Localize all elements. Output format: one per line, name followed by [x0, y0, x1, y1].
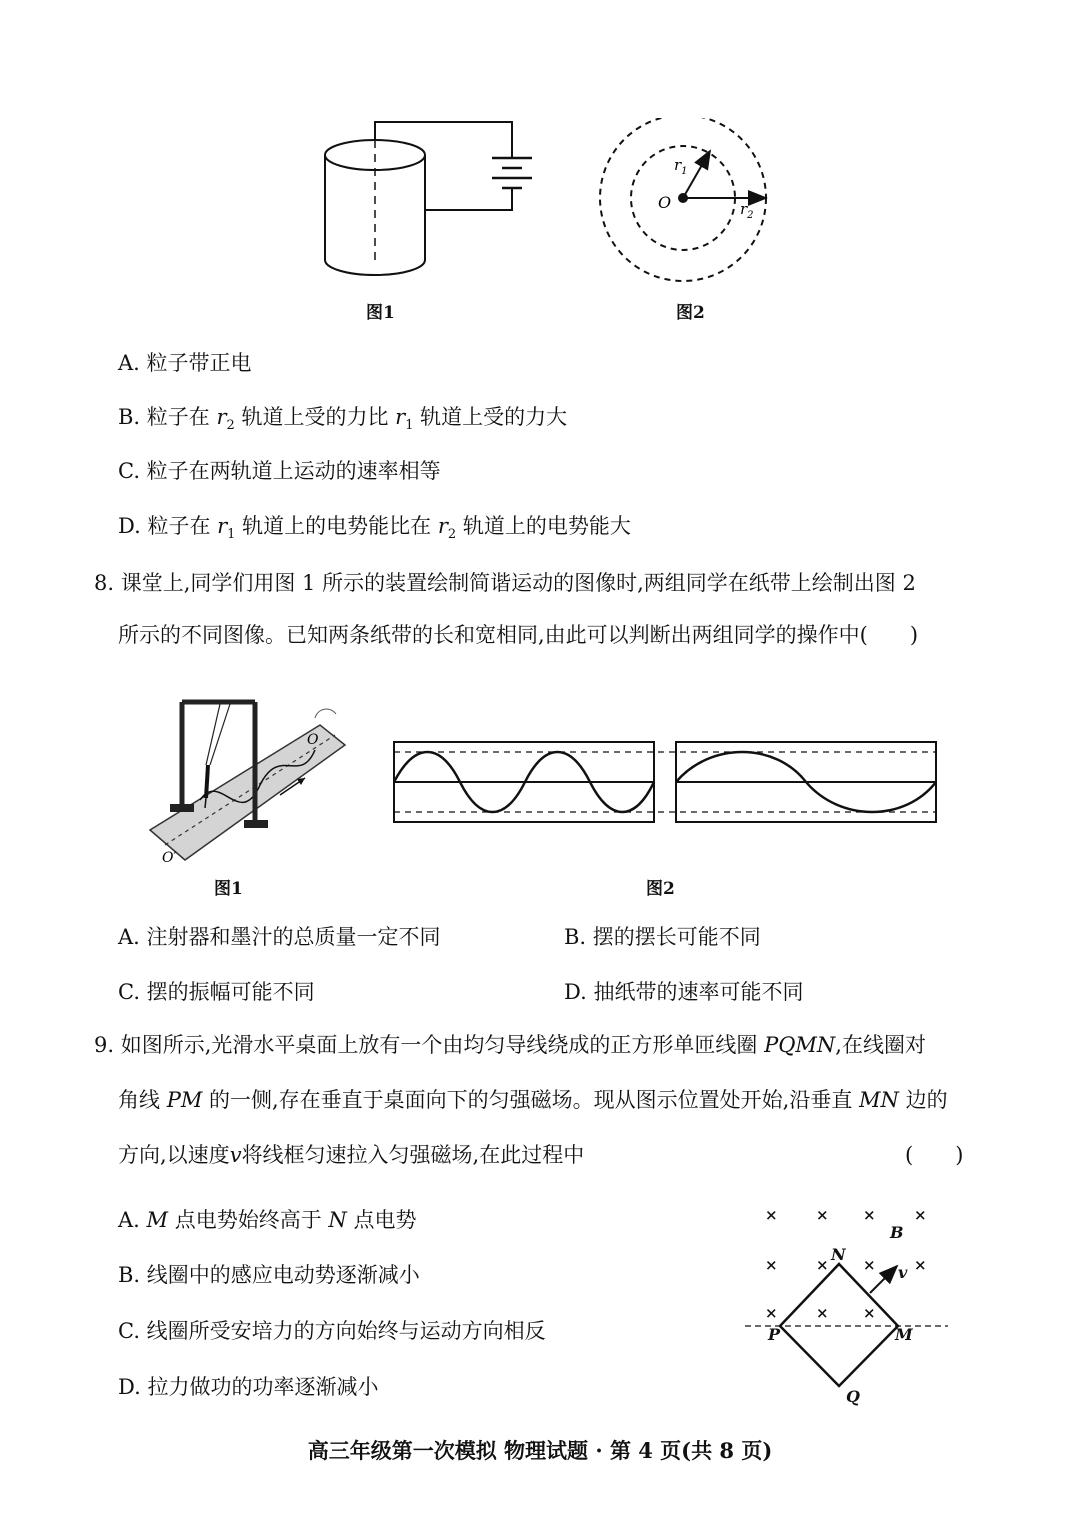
svg-text:×: ×	[765, 1304, 778, 1322]
q7-option-a: A. 粒子带正电	[118, 351, 252, 375]
q8-figure-2	[390, 738, 940, 828]
svg-text:×: ×	[914, 1206, 927, 1224]
page-footer: 高三年级第一次模拟 物理试题 · 第 4 页(共 8 页)	[307, 1438, 773, 1463]
q8-option-d: D. 抽纸带的速率可能不同	[564, 980, 804, 1004]
q7-fig2-center-label: O	[658, 193, 672, 212]
q9-stem-line-3: 方向,以速度v将线框匀速拉入匀强磁场,在此过程中	[118, 1143, 585, 1167]
svg-text:r2: $r_2$	[740, 200, 754, 221]
q9-label-p: P	[768, 1325, 781, 1344]
svg-text:×: ×	[863, 1256, 876, 1274]
q9-option-b: B. 线圈中的感应电动势逐渐减小	[118, 1263, 420, 1287]
q8-fig1-oprime-label: O′	[162, 850, 177, 866]
q9-label-m: M	[895, 1325, 913, 1344]
q8-figure-1	[140, 690, 370, 870]
q7-fig2-r1-label: r	[674, 156, 682, 174]
q9-option-c: C. 线圈所受安培力的方向始终与运动方向相反	[118, 1319, 546, 1343]
q9-answer-paren: ( )	[905, 1143, 964, 1167]
q9-option-d: D. 拉力做功的功率逐渐减小	[118, 1375, 379, 1399]
q8-option-a: A. 注射器和墨汁的总质量一定不同	[118, 925, 441, 949]
svg-text:×: ×	[816, 1304, 829, 1322]
q8-figure-2-caption: 图2	[646, 879, 675, 899]
q7-option-b: B. 粒子在 $r_2$ 轨道上受的力比 $r_1$ 轨道上受的力大	[118, 405, 568, 434]
q7-figure-2-caption: 图2	[676, 303, 705, 323]
q7-option-d: D. 粒子在 $r_1$ 轨道上的电势能比在 $r_2$ 轨道上的电势能大	[118, 514, 631, 543]
q9-option-a: A. M 点电势始终高于 N 点电势	[118, 1208, 417, 1232]
svg-text:×: ×	[914, 1256, 927, 1274]
q8-option-b: B. 摆的摆长可能不同	[564, 925, 761, 949]
q7-figure-1-caption: 图1	[366, 303, 395, 323]
q8-fig1-o-label: O	[307, 732, 319, 748]
q8-stem-line-2: 所示的不同图像。已知两条纸带的长和宽相同,由此可以判断出两组同学的操作中( )	[118, 623, 919, 647]
q9-label-n: N	[831, 1245, 846, 1264]
q9-stem-line-2: 角线 PM 的一侧,存在垂直于桌面向下的匀强磁场。现从图示位置处开始,沿垂直 MN 边的	[118, 1088, 948, 1112]
svg-text:×: ×	[816, 1206, 829, 1224]
q8-option-c: C. 摆的振幅可能不同	[118, 980, 315, 1004]
q9-figure	[740, 1198, 960, 1408]
svg-text:×: ×	[765, 1206, 778, 1224]
q9-label-v: v	[898, 1263, 908, 1282]
svg-text:×: ×	[765, 1256, 778, 1274]
q7-figure-2	[590, 118, 780, 288]
q7-figure-1	[310, 110, 550, 290]
q8-stem-line-1: 8. 课堂上,同学们用图 1 所示的装置绘制简谐运动的图像时,两组同学在纸带上绘制出图 2	[94, 571, 916, 595]
svg-text:×: ×	[863, 1206, 876, 1224]
q9-label-q: Q	[846, 1387, 860, 1406]
svg-text:r1: $r_1$	[674, 156, 688, 177]
q7-option-c: C. 粒子在两轨道上运动的速率相等	[118, 459, 441, 483]
svg-text:×: ×	[863, 1304, 876, 1322]
q9-stem-line-1: 9. 如图所示,光滑水平桌面上放有一个由均匀导线绕成的正方形单匝线圈 PQMN,在线圈对	[94, 1033, 926, 1057]
q8-figure-1-caption: 图1	[214, 879, 243, 899]
q9-label-b: B	[890, 1223, 904, 1242]
q7-fig2-r2-label: r	[740, 200, 748, 218]
svg-text:×: ×	[816, 1256, 829, 1274]
